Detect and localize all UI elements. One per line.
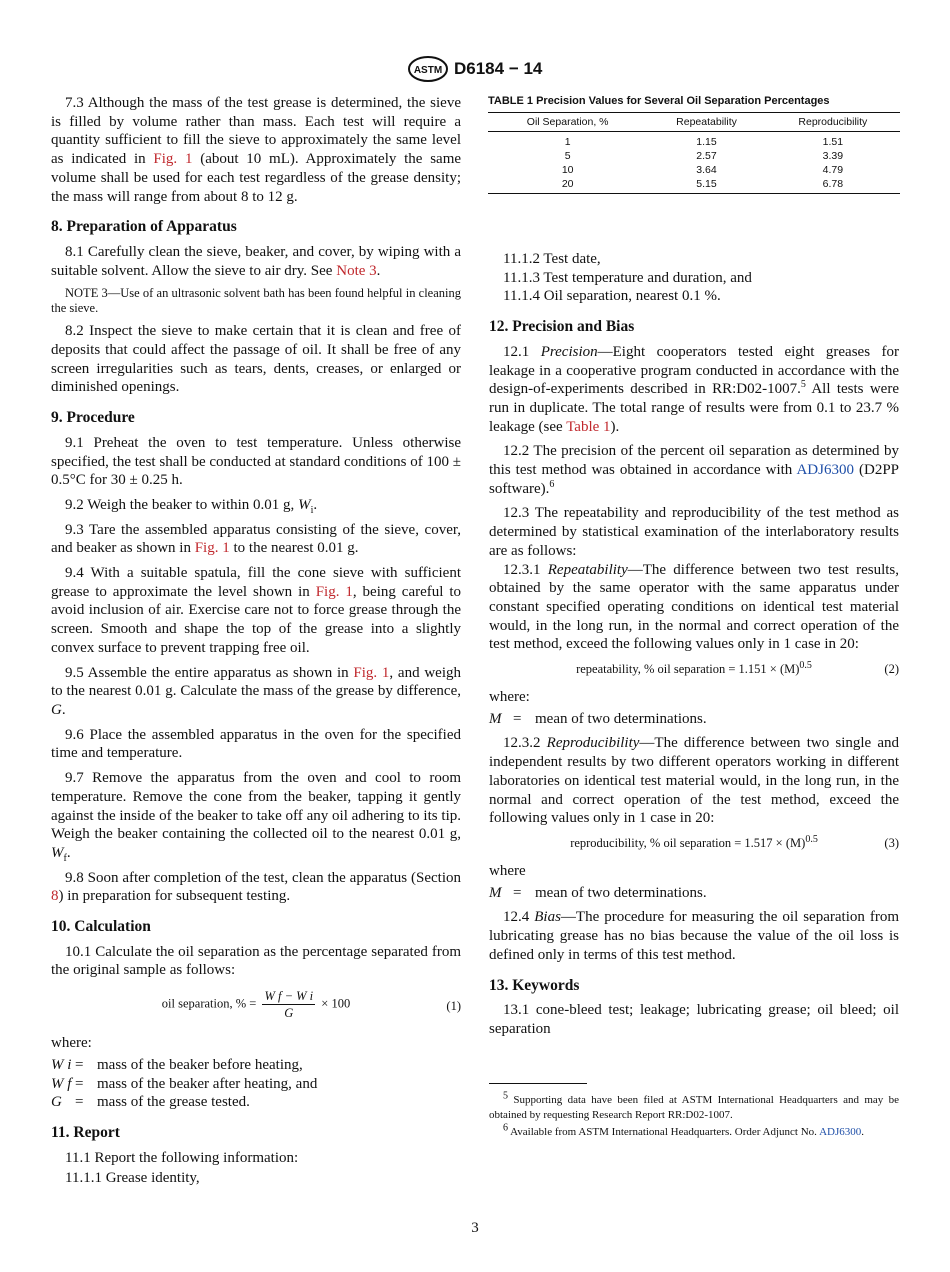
table-row: [488, 132, 900, 150]
cell: 20: [488, 177, 647, 194]
text-segment: 8. Preparation of Apparatus: [51, 218, 237, 236]
section-heading-11: [51, 1124, 461, 1143]
para-9-3: [51, 521, 461, 558]
footnote-marker: 5: [503, 1089, 508, 1101]
text-segment: ).: [610, 418, 620, 435]
text-segment: , being careful to avoid inclusion of air. Exercise care not to force grease through the screen. Smooth and shape the top of the grease into a slightly convex surface to prevent trapping free oil.: [51, 583, 462, 656]
equation-number: (1): [446, 999, 461, 1014]
text-segment: (D2PP software).: [489, 462, 900, 497]
para-9-4: [51, 564, 461, 658]
text-segment: 9.8 Soon after completion of the test, clean the apparatus (Section: [65, 869, 461, 886]
text-segment: 12.4: [503, 909, 535, 926]
cell: 1.51: [822, 136, 844, 148]
text-segment: 10. Calculation: [51, 918, 151, 936]
cell: 2.57: [696, 150, 717, 162]
text-segment: 9.1 Preheat the oven to test temperature. Unless otherwise specified, the test shall be conducted at standard conditions of 100 ± 0.5°C for 30 ± 0.25 h.: [51, 434, 461, 489]
text-segment: 12. Precision and Bias: [489, 318, 635, 336]
text-segment: Bias: [534, 909, 561, 926]
cross-reference-link[interactable]: Fig. 1: [194, 540, 230, 557]
cell: 4.79: [822, 164, 844, 176]
text-segment: W: [51, 844, 64, 861]
designation: D6184 − 14: [454, 58, 543, 78]
equals: =: [513, 710, 522, 727]
cell: 1.15: [696, 136, 717, 148]
table-row: [488, 177, 900, 194]
cross-reference-link[interactable]: Table 1: [566, 418, 611, 435]
text-segment: .: [313, 496, 318, 513]
para-12-4: [489, 908, 899, 964]
text-segment: 13. Keywords: [489, 976, 580, 994]
para-11-1-2: [489, 250, 899, 269]
para-12-2: [489, 442, 899, 498]
section-heading-10: [51, 918, 461, 937]
text-segment: 11.1.1 Grease identity,: [65, 1170, 200, 1187]
text-segment: 13.1 cone-bleed test; leakage; lubricating grease; oil bleed; oil separation: [489, 1002, 899, 1037]
footnote-5: [489, 1089, 899, 1123]
equation-rhs: × 100: [321, 996, 351, 1011]
text-segment: 11.1 Report the following information:: [65, 1149, 299, 1166]
fraction: [262, 988, 315, 1021]
equation-3: [489, 834, 899, 854]
section-heading-9: [51, 409, 461, 428]
cross-reference-link[interactable]: ADJ6300: [796, 462, 854, 479]
para-11-1-1: [51, 1169, 461, 1188]
text-segment: .: [66, 844, 71, 861]
column-header: Oil Separation, %: [488, 113, 647, 132]
text-segment: .: [376, 262, 381, 279]
page-header: [408, 56, 542, 82]
text-segment: 11.1.4 Oil separation, nearest 0.1 %.: [503, 288, 721, 305]
equation-number: (3): [884, 835, 899, 850]
column-header: Reproducibility: [766, 113, 900, 132]
equation-text: repeatability, % oil separation = 1.151 × (M): [576, 662, 800, 677]
footnote-divider: [489, 1083, 587, 1084]
para-10-1: [51, 943, 461, 980]
para-11-1-3: [489, 269, 899, 288]
definition: mass of the beaker before heating,: [97, 1056, 303, 1073]
para-12-3: [489, 504, 899, 560]
definition: mass of the beaker after heating, and: [97, 1075, 318, 1092]
cell: 3.64: [696, 164, 717, 176]
text-segment: 9.4 With a suitable spatula, fill the cone sieve with sufficient grease to approximate the level shown in: [51, 565, 461, 600]
definition-row: [489, 884, 899, 903]
para-9-6: [51, 726, 461, 763]
text-segment: —The procedure for measuring the oil separation from lubricating grease has no bias because the value of the oil loss is defined only in terms of this test method.: [489, 909, 899, 963]
table-1: [488, 94, 899, 194]
table-row: [488, 149, 900, 163]
definition-row: [489, 710, 899, 729]
text-segment: ) in preparation for subsequent testing.: [58, 888, 291, 905]
equation-1: [51, 986, 461, 1026]
variable-definitions: [489, 884, 899, 903]
cell: 5.15: [647, 177, 765, 194]
text-segment: —The difference between two test results, obtained by the same operator with the same apparatus under constant specified operating conditions on identical test material would, in the long run, in the normal and correct operation of the test method, exceed the following values only in 1 case in 20:: [489, 561, 899, 653]
text-segment: 11.1.2 Test date,: [503, 251, 601, 267]
cross-reference-link[interactable]: Fig. 1: [315, 583, 353, 600]
symbol: M: [489, 710, 502, 727]
equals: =: [75, 1056, 84, 1073]
equals: =: [75, 1094, 84, 1111]
text-segment: 8.1 Carefully clean the sieve, beaker, and cover, by wiping with a suitable solvent. Allow the sieve to air dry. See: [51, 243, 461, 279]
note-3: [51, 286, 461, 316]
text-segment: 9.7 Remove the apparatus from the oven and cool to room temperature. Remove the cone from the beaker, tapping it gently against the inside of the beaker to take off any oil adhering to its tip. Weigh the beaker containing the collected oil to the nearest 0.01 g,: [51, 770, 461, 843]
text-segment: 9.2 Weigh the beaker to within 0.01 g,: [65, 496, 299, 513]
para-9-1: [51, 434, 461, 490]
cross-reference-link[interactable]: 8: [51, 888, 59, 905]
variable-definitions: [51, 1056, 461, 1112]
variable-definitions: [489, 710, 899, 729]
para-9-8: [51, 869, 461, 906]
para-8-1: [51, 243, 461, 280]
precision-table: [488, 112, 900, 194]
text-segment: 9. Procedure: [51, 409, 135, 427]
cell: 5: [564, 150, 571, 162]
definition: mean of two determinations.: [535, 710, 707, 727]
text-segment: 8.2 Inspect the sieve to make certain that it is clean and free of deposits that could affect the passage of oil. It shall be free of any screen irregularities such as tears, dents, creases, or enlarged or diminished openings.: [51, 323, 461, 396]
para-7-3: [51, 94, 461, 206]
section-heading-8: [51, 218, 461, 237]
text-segment: Available from ASTM International Headquarters. Order Adjunct No.: [508, 1125, 820, 1138]
para-12-3-1: [489, 561, 899, 655]
equation-number: (2): [884, 662, 899, 677]
table-row: [488, 163, 900, 177]
symbol: M: [489, 884, 502, 901]
cell: 10: [561, 164, 574, 176]
text-segment: W: [298, 496, 311, 513]
text-segment: where:: [51, 1035, 92, 1052]
right-column: [489, 94, 899, 1142]
para-12-1: [489, 343, 899, 437]
text-segment: 10.1 Calculate the oil separation as the percentage separated from the original sample as follows:: [51, 943, 461, 979]
exponent: 0.5: [799, 659, 812, 671]
text-segment: Supporting data have been filed at ASTM International Headquarters and may be obtained by requesting Research Report RR:D02-1007.: [489, 1093, 899, 1121]
footnote-marker: 5: [800, 379, 806, 391]
para-9-2: [51, 496, 461, 515]
text-segment: 9.5 Assemble the entire apparatus as shown in: [65, 664, 354, 681]
footnote-marker: 6: [503, 1121, 508, 1133]
definition-row: [51, 1075, 461, 1094]
cell: 1: [564, 136, 571, 148]
symbol: W i: [51, 1056, 72, 1073]
para-9-7: [51, 769, 461, 863]
text-segment: 12.3 The repeatability and reproducibility of the test method as determined by statistical examination of the interlaboratory results are as follows:: [489, 505, 899, 559]
text-segment: 11.1.3 Test temperature and duration, and: [503, 269, 752, 286]
cross-reference-link[interactable]: Note 3: [336, 262, 377, 279]
equation-lhs: oil separation, % =: [161, 996, 257, 1011]
text-segment: 7.3 Although the mass of the test grease is determined, the sieve is filled by volume rather than mass. Each test will require a quantity sufficient to fill the sieve to approximately the same level as indicated in: [51, 95, 461, 168]
text-segment: —The difference between two single and independent results by two different operators working in different laboratories on identical test material would, in the long run, in the normal and correct operation of the test method, exceed the following values only in 1 case in 20:: [489, 735, 899, 827]
text-segment: where:: [489, 689, 530, 706]
text-segment: 12.2 The precision of the percent oil separation as determined by this test method was obtained in accordance with: [489, 443, 899, 479]
where-label: [51, 1034, 461, 1053]
text-segment: (about 10 mL). Approximately the same volume shall be used for each test regardless of the grease density; the mass will range from about 8 to 12 g.: [51, 151, 462, 205]
text-segment: .: [861, 1125, 864, 1138]
equals: =: [513, 884, 522, 901]
cell: 6.78: [766, 177, 900, 194]
equation-2: [489, 660, 899, 680]
text-segment: —Eight cooperators tested eight greases for leakage in a cooperative program conducted in accordance with the design-of-experiments described in RR:D02-1007.: [489, 343, 899, 398]
text-segment: Repeatability: [547, 561, 628, 578]
para-12-3-2: [489, 734, 899, 828]
text-segment: i: [310, 504, 314, 516]
equation-text: reproducibility, % oil separation = 1.517 × (M): [570, 835, 806, 850]
denominator: G: [284, 1006, 294, 1021]
text-segment: 9.3 Tare the assembled apparatus consisting of the sieve, cover, and beaker as shown in: [51, 521, 461, 557]
text-segment: 11. Report: [51, 1123, 120, 1141]
text-segment: 12.3.1: [503, 561, 548, 578]
text-segment: 12.3.2: [503, 735, 547, 752]
text-segment: Reproducibility: [546, 735, 640, 752]
definition: mass of the grease tested.: [97, 1094, 250, 1111]
where-label: [489, 688, 899, 707]
text-segment: All tests were run in duplicate. The total range of results were from 0.1 to 23.7 % leakage (see: [489, 381, 899, 435]
equals: =: [75, 1075, 84, 1092]
text-segment: to the nearest 0.01 g.: [229, 540, 359, 557]
footnote-6: [489, 1121, 899, 1140]
symbol: G: [51, 1094, 62, 1111]
text-segment: f: [63, 852, 67, 864]
text-segment: Precision: [540, 343, 598, 360]
column-header: Repeatability: [647, 113, 765, 132]
text-segment: where: [489, 862, 526, 879]
cell: 3.39: [822, 150, 844, 162]
numerator: W f − W i: [264, 989, 314, 1004]
definition-row: [51, 1093, 461, 1112]
text-segment: 12.1: [503, 343, 541, 360]
para-11-1-4: [489, 287, 899, 306]
text-segment: , and weigh to the nearest 0.01 g. Calculate the mass of the grease by difference,: [51, 664, 461, 700]
astm-logo-icon: [408, 56, 448, 82]
para-8-2: [51, 322, 461, 397]
left-column: [51, 94, 461, 1188]
para-11-1: [51, 1149, 461, 1168]
footnote-marker: 6: [549, 478, 555, 490]
svg-text:ASTM: ASTM: [413, 65, 443, 76]
symbol: W f: [51, 1075, 72, 1092]
where-label: [489, 862, 899, 881]
page-number: 3: [471, 1220, 479, 1236]
cross-reference-link[interactable]: Fig. 1: [153, 151, 193, 168]
para-13-1: [489, 1001, 899, 1038]
definition: mean of two determinations.: [535, 884, 707, 901]
definition-row: [51, 1056, 461, 1075]
table-title: TABLE 1 Precision Values for Several Oil Separation Percentages: [488, 95, 830, 107]
para-9-5: [51, 664, 461, 720]
text-segment: .: [61, 701, 66, 718]
text-segment: 9.6 Place the assembled apparatus in the oven for the specified time and temperature.: [51, 726, 461, 762]
cross-reference-link[interactable]: Fig. 1: [353, 664, 390, 681]
text-segment: NOTE 3—Use of an ultrasonic solvent bath has been found helpful in cleaning the sieve.: [51, 286, 461, 316]
exponent: 0.5: [805, 833, 818, 845]
section-heading-12: [489, 318, 899, 337]
text-segment: G: [51, 701, 62, 718]
section-heading-13: [489, 977, 899, 996]
cross-reference-link[interactable]: ADJ6300: [819, 1125, 862, 1138]
